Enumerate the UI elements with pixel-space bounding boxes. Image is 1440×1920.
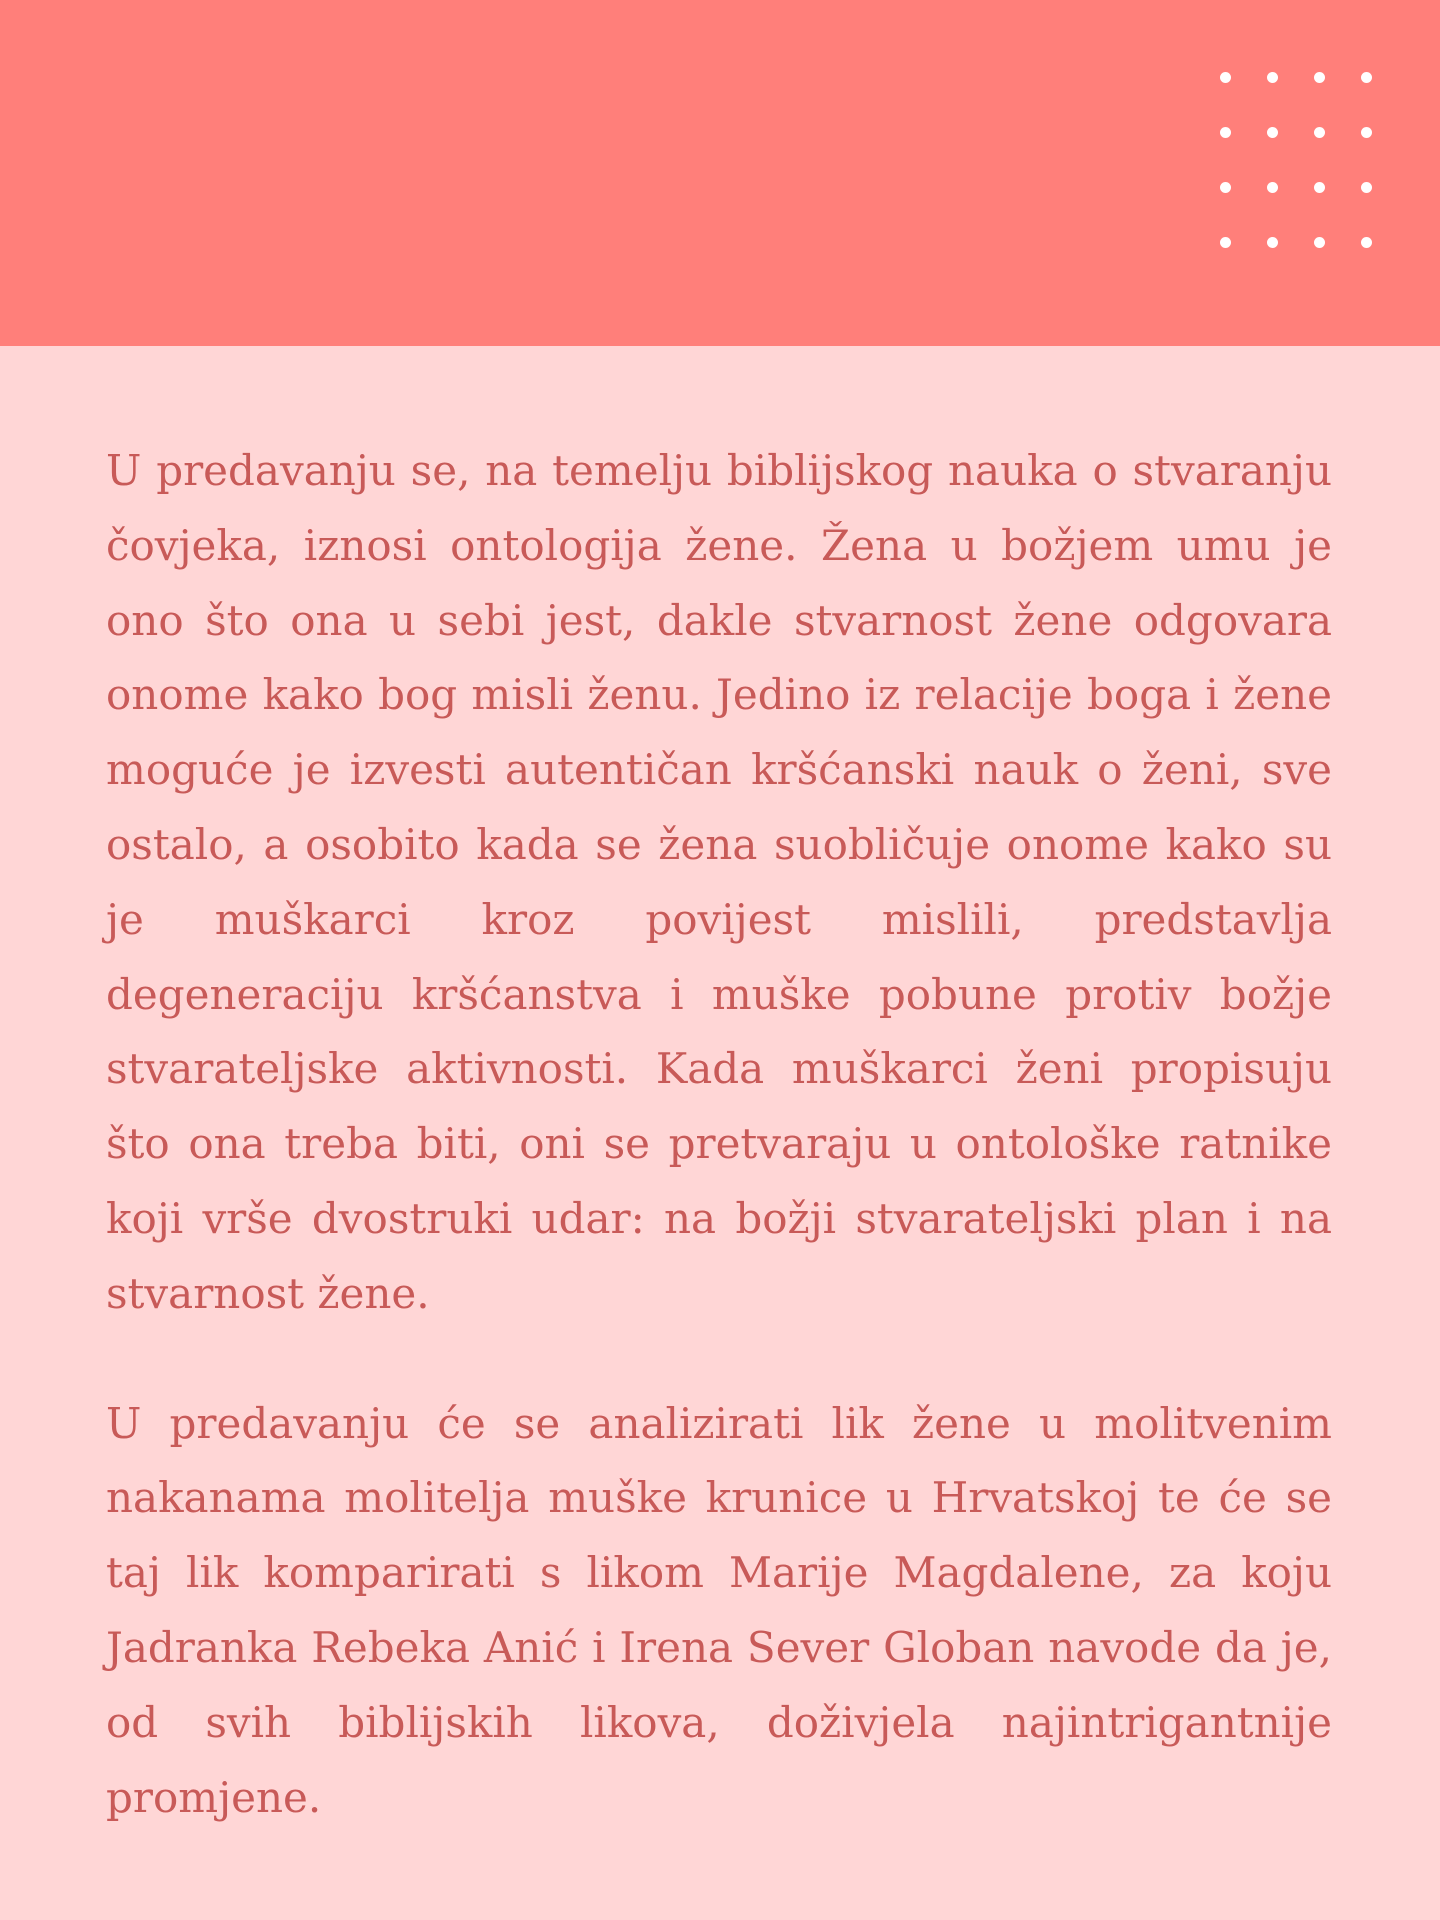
dot xyxy=(1220,72,1231,83)
dot xyxy=(1220,127,1231,138)
header-band xyxy=(0,0,1440,346)
dot xyxy=(1220,182,1231,193)
paragraph-ontology: U predavanju se, na temelju biblijskog nauka o stvaranju čovjeka, iznosi ontologija žene. Žena u božjem umu je ono što ona u sebi jest, dakle stvarnost žene odgovara onome kako bog misli ženu. Jedino iz relacije boga i žene moguće je izvesti autentičan kršćanski nauk o ženi, sve ostalo, a osobito kada se žena suobličuje onome kako su je muškarci kroz povijest mislili, predstavlja degeneraciju kršćanstva i muške pobune protiv božje stvarateljske aktivnosti. Kada muškarci ženi propisuju što ona treba biti, oni se pretvaraju u ontološke ratnike koji vrše dvostruki udar: na božji stvarateljski plan i na stvarnost žene. xyxy=(106,446,1332,1318)
dot xyxy=(1361,72,1372,83)
dot xyxy=(1267,237,1278,248)
dot xyxy=(1314,127,1325,138)
dot xyxy=(1314,237,1325,248)
dot-grid-decoration xyxy=(1220,72,1376,248)
paragraph-analysis: U predavanju će se analizirati lik žene u molitvenim nakanama molitelja muške krunice u Hrvatskoj te će se taj lik komparirati s likom Marije Magdalene, za koju Jadranka Rebeka Anić i Irena Sever Globan navode da je, od svih biblijskih likova, doživjela najintrigantnije promjene. xyxy=(106,1398,1332,1822)
dot xyxy=(1361,182,1372,193)
dot xyxy=(1314,182,1325,193)
dot xyxy=(1361,127,1372,138)
dot xyxy=(1267,72,1278,83)
dot xyxy=(1220,237,1231,248)
dot xyxy=(1267,127,1278,138)
body-text xyxy=(106,434,1332,1835)
dot xyxy=(1267,182,1278,193)
dot xyxy=(1314,72,1325,83)
dot xyxy=(1361,237,1372,248)
